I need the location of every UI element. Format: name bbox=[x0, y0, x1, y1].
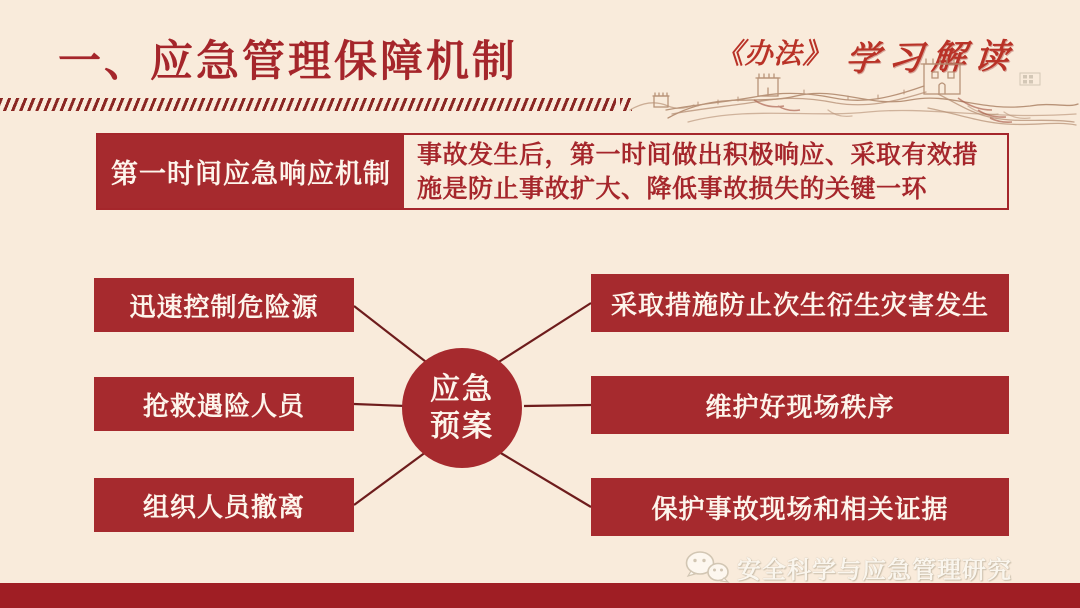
diagram-node-evacuate: 组织人员撤离 bbox=[94, 478, 354, 532]
hub-line-2: 预案 bbox=[430, 410, 494, 443]
corner-note-book-title: 《办法》 bbox=[715, 39, 832, 70]
hub-line-1: 应急 bbox=[430, 372, 494, 406]
diagram-node-rescue-people: 抢救遇险人员 bbox=[94, 377, 354, 431]
watermark-text: 安全科学与应急管理研究 bbox=[737, 556, 1012, 584]
diagram-node-maintain-order: 维护好现场秩序 bbox=[591, 376, 1009, 434]
info-box-description: 事故发生后，第一时间做出积极响应、采取有效措施是防止事故扩大、降低事故损失的关键一环 bbox=[417, 141, 979, 203]
info-box-label: 第一时间应急响应机制 bbox=[98, 135, 404, 208]
diagram-node-protect-scene-evidence: 保护事故现场和相关证据 bbox=[591, 478, 1009, 536]
diagram-center-emergency-plan bbox=[402, 348, 522, 468]
diagram-node-prevent-secondary-disaster: 采取措施防止次生衍生灾害发生 bbox=[591, 274, 1009, 332]
watermark bbox=[683, 549, 1012, 585]
wechat-icon bbox=[683, 549, 731, 585]
corner-note-subtitle: 学习解读 bbox=[843, 38, 1020, 79]
diagram-node-control-hazard: 迅速控制危险源 bbox=[94, 278, 354, 332]
page-title: 一、应急管理保障机制 bbox=[58, 38, 518, 86]
